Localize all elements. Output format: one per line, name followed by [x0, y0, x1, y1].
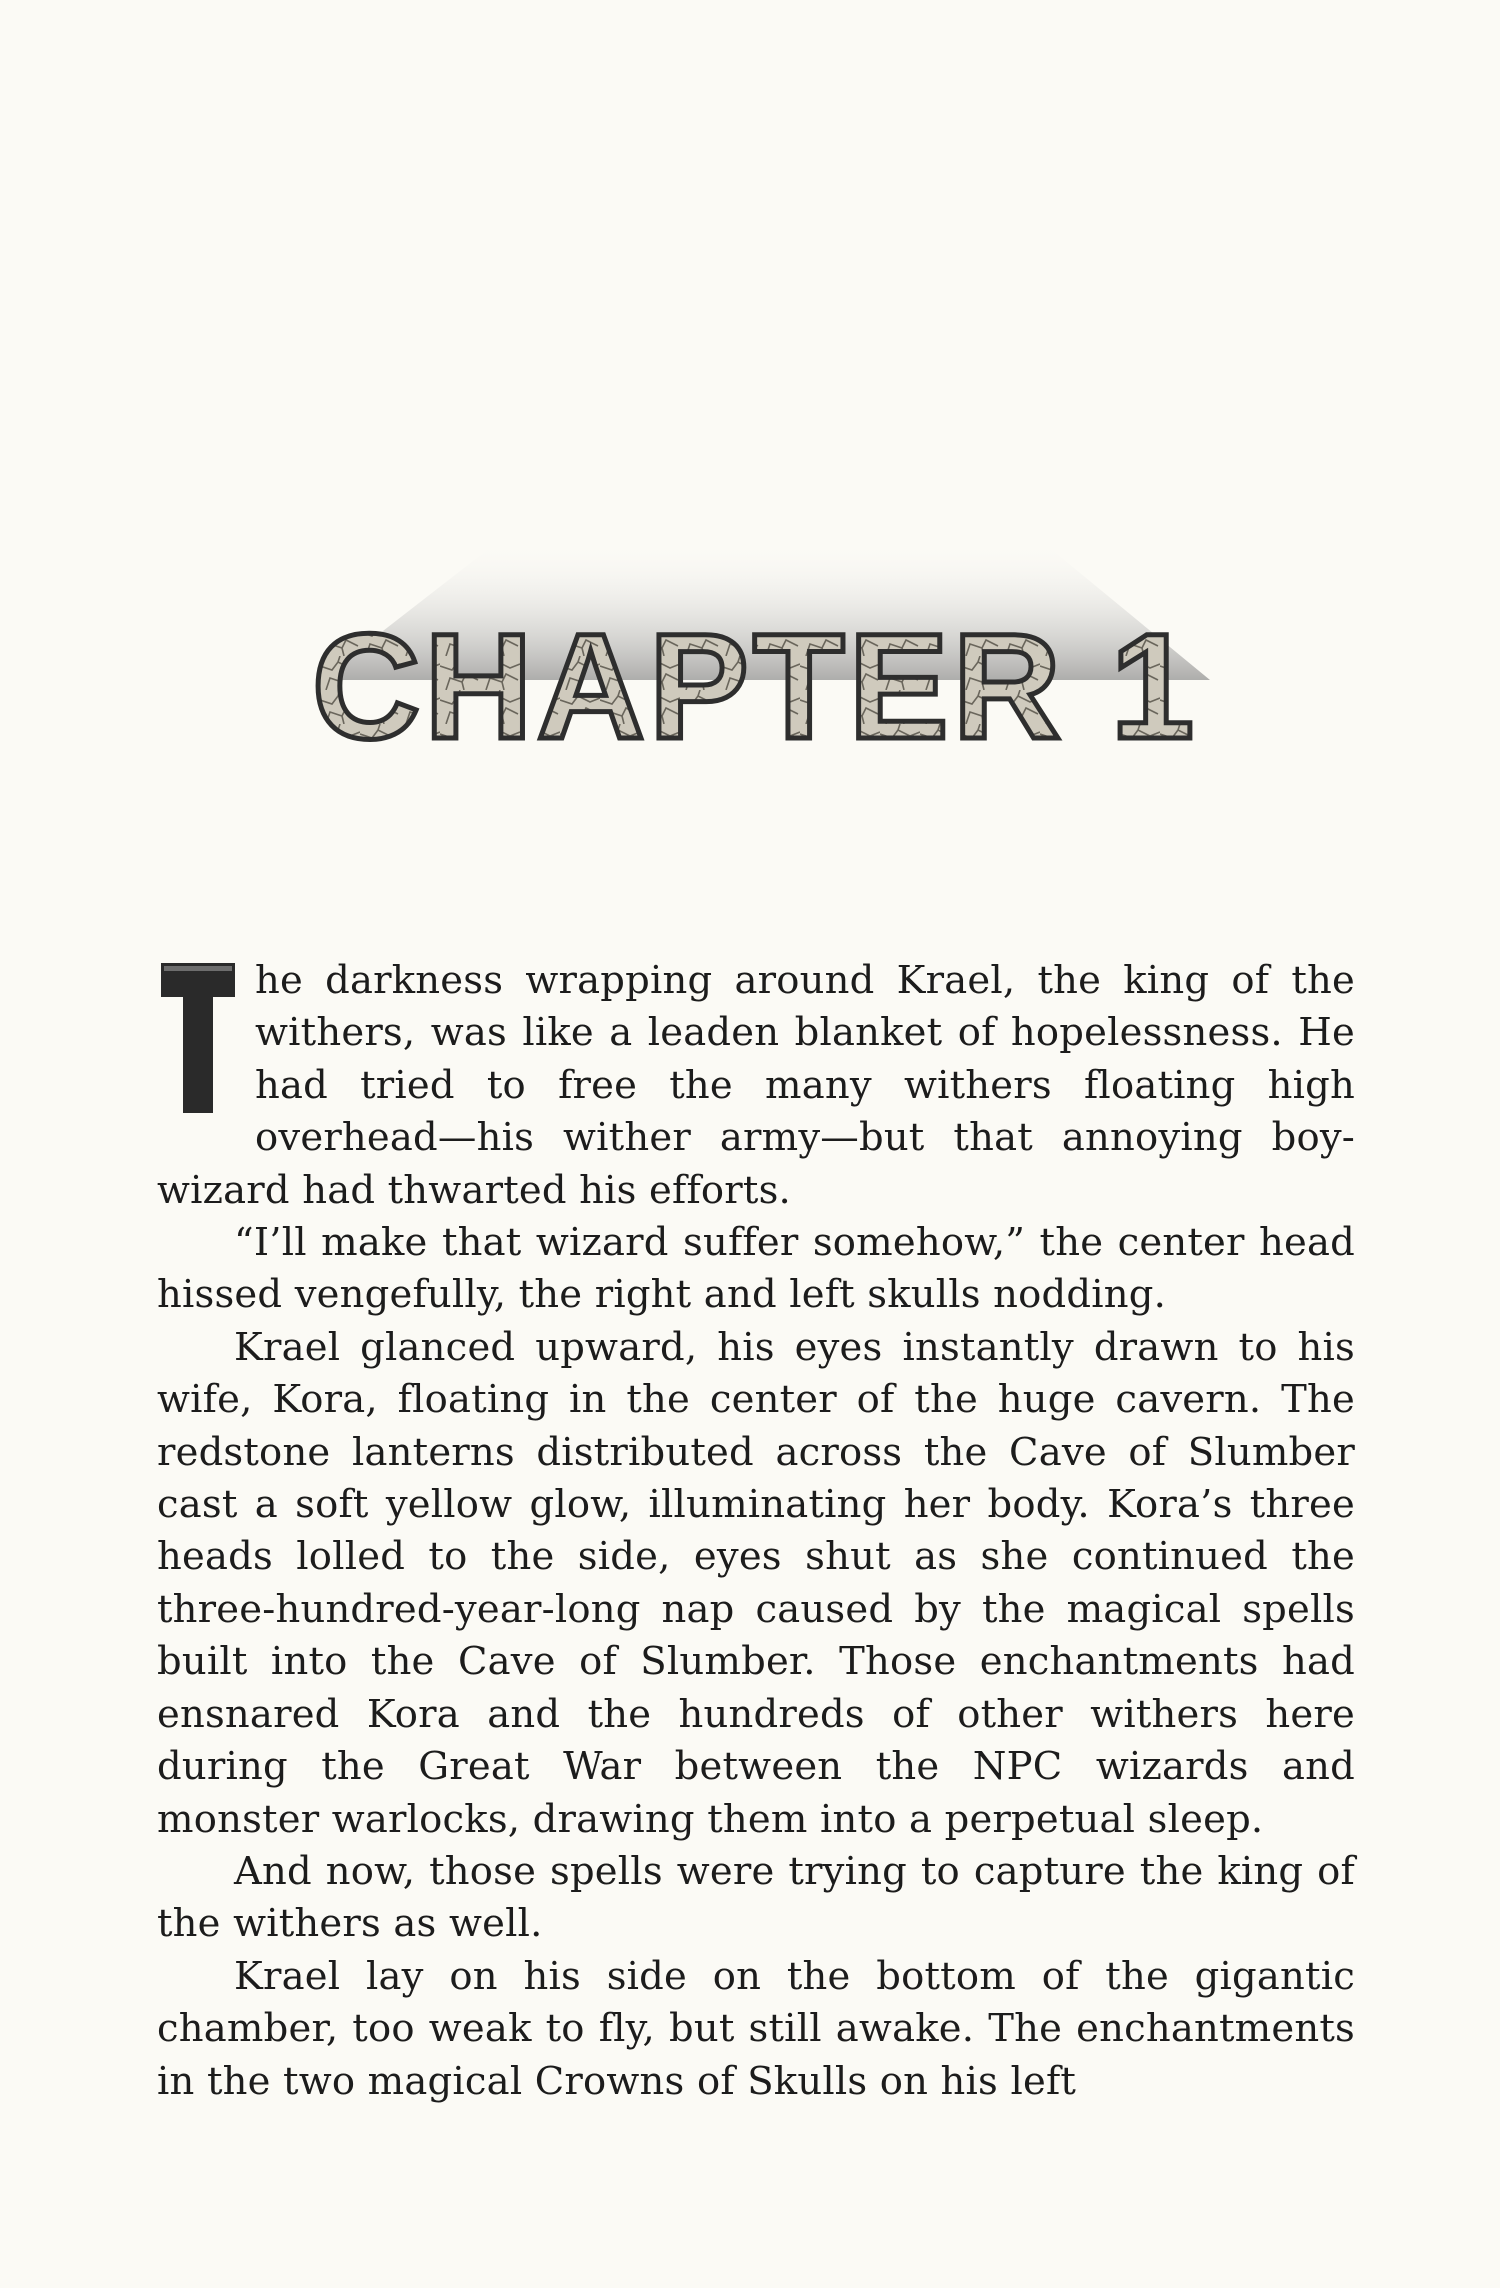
drop-cap: [161, 963, 235, 1113]
paragraph-2: “I’ll make that wizard suffer somehow,” the center head hissed vengefully, the right and left skulls nodding.: [157, 1220, 1355, 1318]
chapter-heading: [200, 520, 1310, 760]
paragraph-4: And now, those spells were trying to capture the king of the withers as well.: [157, 1848, 1355, 1947]
chapter-heading-text: CHAPTER 1: [311, 602, 1199, 760]
body-text: [157, 955, 1355, 2108]
chapter-heading-graphic: [200, 520, 1310, 760]
paragraph-1-text: he darkness wrapping around Krael, the king of the withers, was like a leaden blanket of hopelessness. He had tried to free the many withers floating high overhead—his wither army—but that annoying boy-wizard had thwarted his efforts.: [157, 958, 1355, 1213]
drop-cap-graphic: [161, 963, 235, 1113]
paragraph-3: Krael glanced upward, his eyes instantly drawn to his wife, Kora, floating in the center of the huge cavern. The redstone lanterns distributed across the Cave of Slumber cast a soft yellow glow, illuminating her body. Kora’s three heads lolled to the side, eyes shut as she continued the three-hundred-year-long nap caused by the magical spells built into the Cave of Slumber. Those enchantments had ensnared Kora and the hundreds of other withers here during the Great War between the NPC wizards and monster warlocks, drawing them into a perpetual sleep.: [157, 1324, 1355, 1842]
paragraph-5: Krael lay on his side on the bottom of the gigantic chamber, too weak to fly, but still awake. The enchantments in the two magical Crowns of Skulls on his left: [157, 1953, 1355, 2104]
paragraph-1: [157, 955, 1355, 1217]
